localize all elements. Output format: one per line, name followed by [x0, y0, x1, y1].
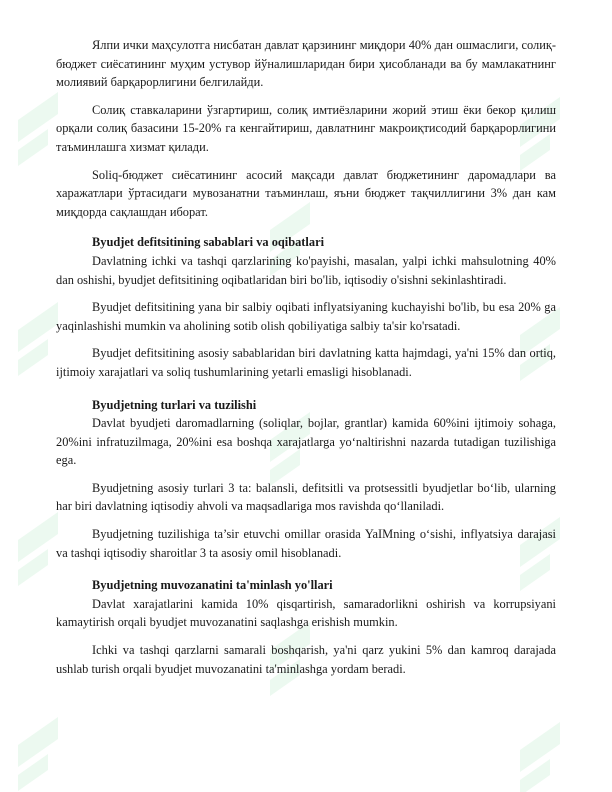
- section-heading-balance: Byudjetning muvozanatini ta'minlash yo'llari: [92, 578, 333, 593]
- types-paragraph-2: Byudjetning asosiy turlari 3 ta: balansli, defitsitli va protsessitli byudjetlar bo‘lib, ularning har biri davlatning iqtisodiy ahvoli va maqsadlariga mos ravishda qo‘llaniladi.: [56, 480, 556, 514]
- intro-paragraph-3: Soliq-бюджет сиёсатининг асосий мақсади давлат бюджетининг даромадлари ва харажатлари ўртасидаги мувозанатни таъминлаш, яъни бюджет тақчиллигини 3% дан кам миқдорда сақлашдан иборат.: [56, 167, 556, 219]
- types-paragraph-3: Byudjetning tuzilishiga ta’sir etuvchi omillar orasida YaIMning o‘sishi, inflyatsiya darajasi va tashqi iqtisodiy sharoitlar 3 ta asosiy omil hisoblanadi.: [56, 527, 556, 560]
- section-heading-deficit: Byudjet defitsitining sabablari va oqibatlari: [92, 235, 325, 250]
- balance-paragraph-1: Davlat xarajatlarini kamida 10% qisqartirish, samaradorlikni oshirish va korrupsiyani kamaytirish orqali byudjet muvozanatini saqlashga erishish mumkin.: [56, 596, 556, 630]
- deficit-paragraph-2: Byudjet defitsitining yana bir salbiy oqibati inflyatsiyaning kuchayishi bo'lib, bu esa 20% ga yaqinlashishi mumkin va aholining sotib olish qobiliyatiga salbiy ta'sir ko'rsatadi.: [56, 300, 556, 333]
- intro-paragraph-2: Солиқ ставкаларини ўзгартириш, солиқ имтиёзларини жорий этиш ёки бекор қилиш орқали солиқ базасини 15-20% га кенгайтириш, давлатнинг макроиқтисодий барқарорлигини таъминлашга хизмат қилади.: [56, 102, 556, 154]
- intro-paragraph-1: Ялпи ички маҳсулотга нисбатан давлат қарзининг миқдори 40% дан ошмаслиги, солиқ-бюджет сиёсатининг муҳим устувор йўналишларидан бири ҳисобланади ва бу мамлакатнинг молиявий барқарорлигини белгилайди.: [56, 38, 556, 90]
- types-paragraph-1: Davlat byudjeti daromadlarning (soliqlar, bojlar, grantlar) kamida 60%ini ijtimoiy sohaga, 20%ini infratuzilmaga, 20%ini esa boshqa xarajatlarga yo‘naltirishni nazarda tutadigan tuzilishiga ega.: [56, 416, 556, 468]
- watermark-logo-column-left: [18, 92, 58, 791]
- section-heading-budget-types: Byudjetning turlari va tuzilishi: [92, 397, 257, 412]
- document-body: [56, 36, 556, 678]
- deficit-paragraph-3: Byudjet defitsitining asosiy sabablaridan biri davlatning katta hajmdagi, ya'ni 15% dan ortiq, ijtimoiy xarajatlari va soliq tushumlarining yetarli emasligi hisoblanadi.: [56, 346, 556, 379]
- deficit-paragraph-1: Davlatning ichki va tashqi qarzlarining ko'payishi, masalan, yalpi ichki mahsulotning 40% dan oshishi, byudjet defitsitining oqibatlaridan biri bo'lib, iqtisodiy o'sishni sekinlashtiradi.: [56, 253, 556, 287]
- balance-paragraph-2: Ichki va tashqi qarzlarni samarali boshqarish, ya'ni qarz yukini 5% dan kamroq darajada ushlab turish orqali byudjet muvozanatini ta'minlashga yordam beradi.: [56, 643, 556, 676]
